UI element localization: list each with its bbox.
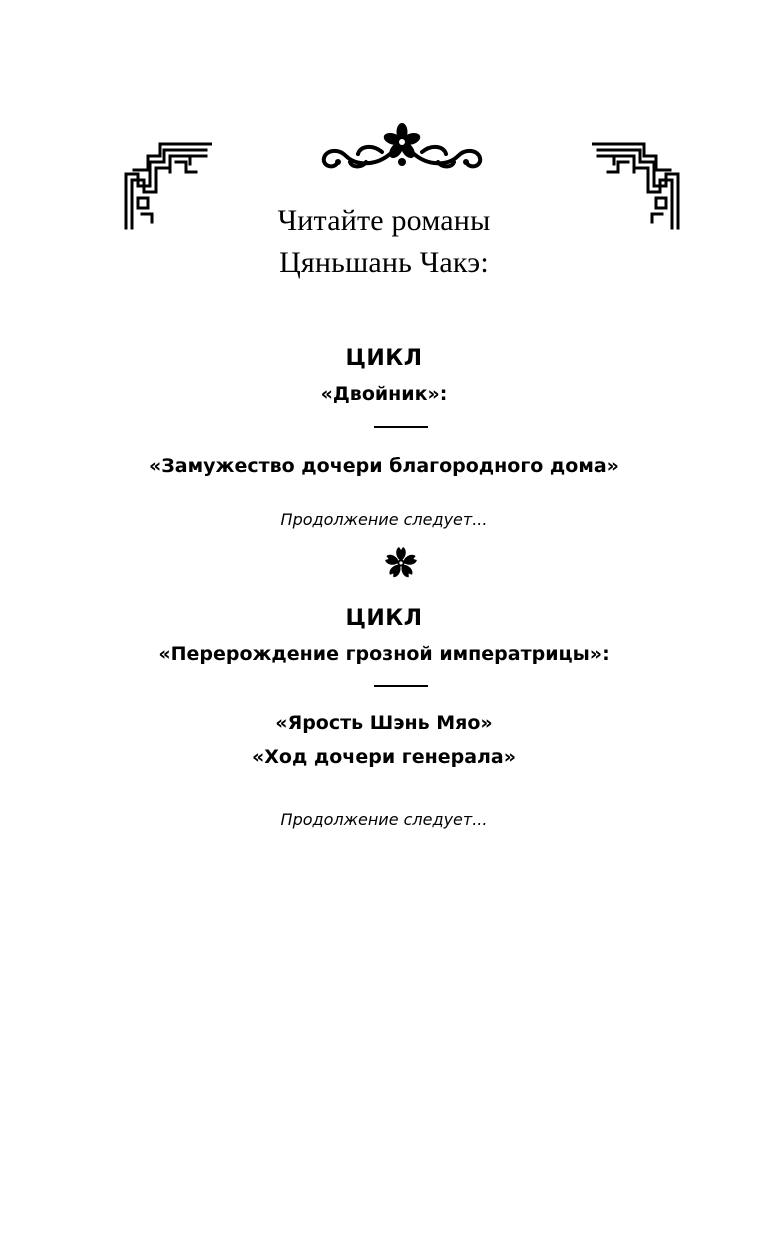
book-title: «Ход дочери генерала» xyxy=(251,746,517,768)
book-title: «Замужество дочери благородного дома» xyxy=(149,455,619,477)
cycle-label: ЦИКЛ xyxy=(345,346,423,371)
book-title: «Ярость Шэнь Мяо» xyxy=(275,712,493,734)
heading-line-2: Цяньшань Чакэ: xyxy=(279,246,489,279)
cycle-title: «Двойник»: xyxy=(320,383,448,405)
heading-line-1: Читайте романы xyxy=(277,204,491,237)
sakura-flower-icon xyxy=(384,546,418,580)
floral-scroll-ornament-icon xyxy=(316,122,488,174)
cycle-label: ЦИКЛ xyxy=(345,606,423,631)
cycle-title: «Перерождение грозной императрицы»: xyxy=(158,643,610,665)
divider-rule xyxy=(374,426,428,428)
continuation-note: Продолжение следует... xyxy=(280,810,488,829)
divider-rule xyxy=(374,685,428,687)
continuation-note: Продолжение следует... xyxy=(280,510,488,529)
